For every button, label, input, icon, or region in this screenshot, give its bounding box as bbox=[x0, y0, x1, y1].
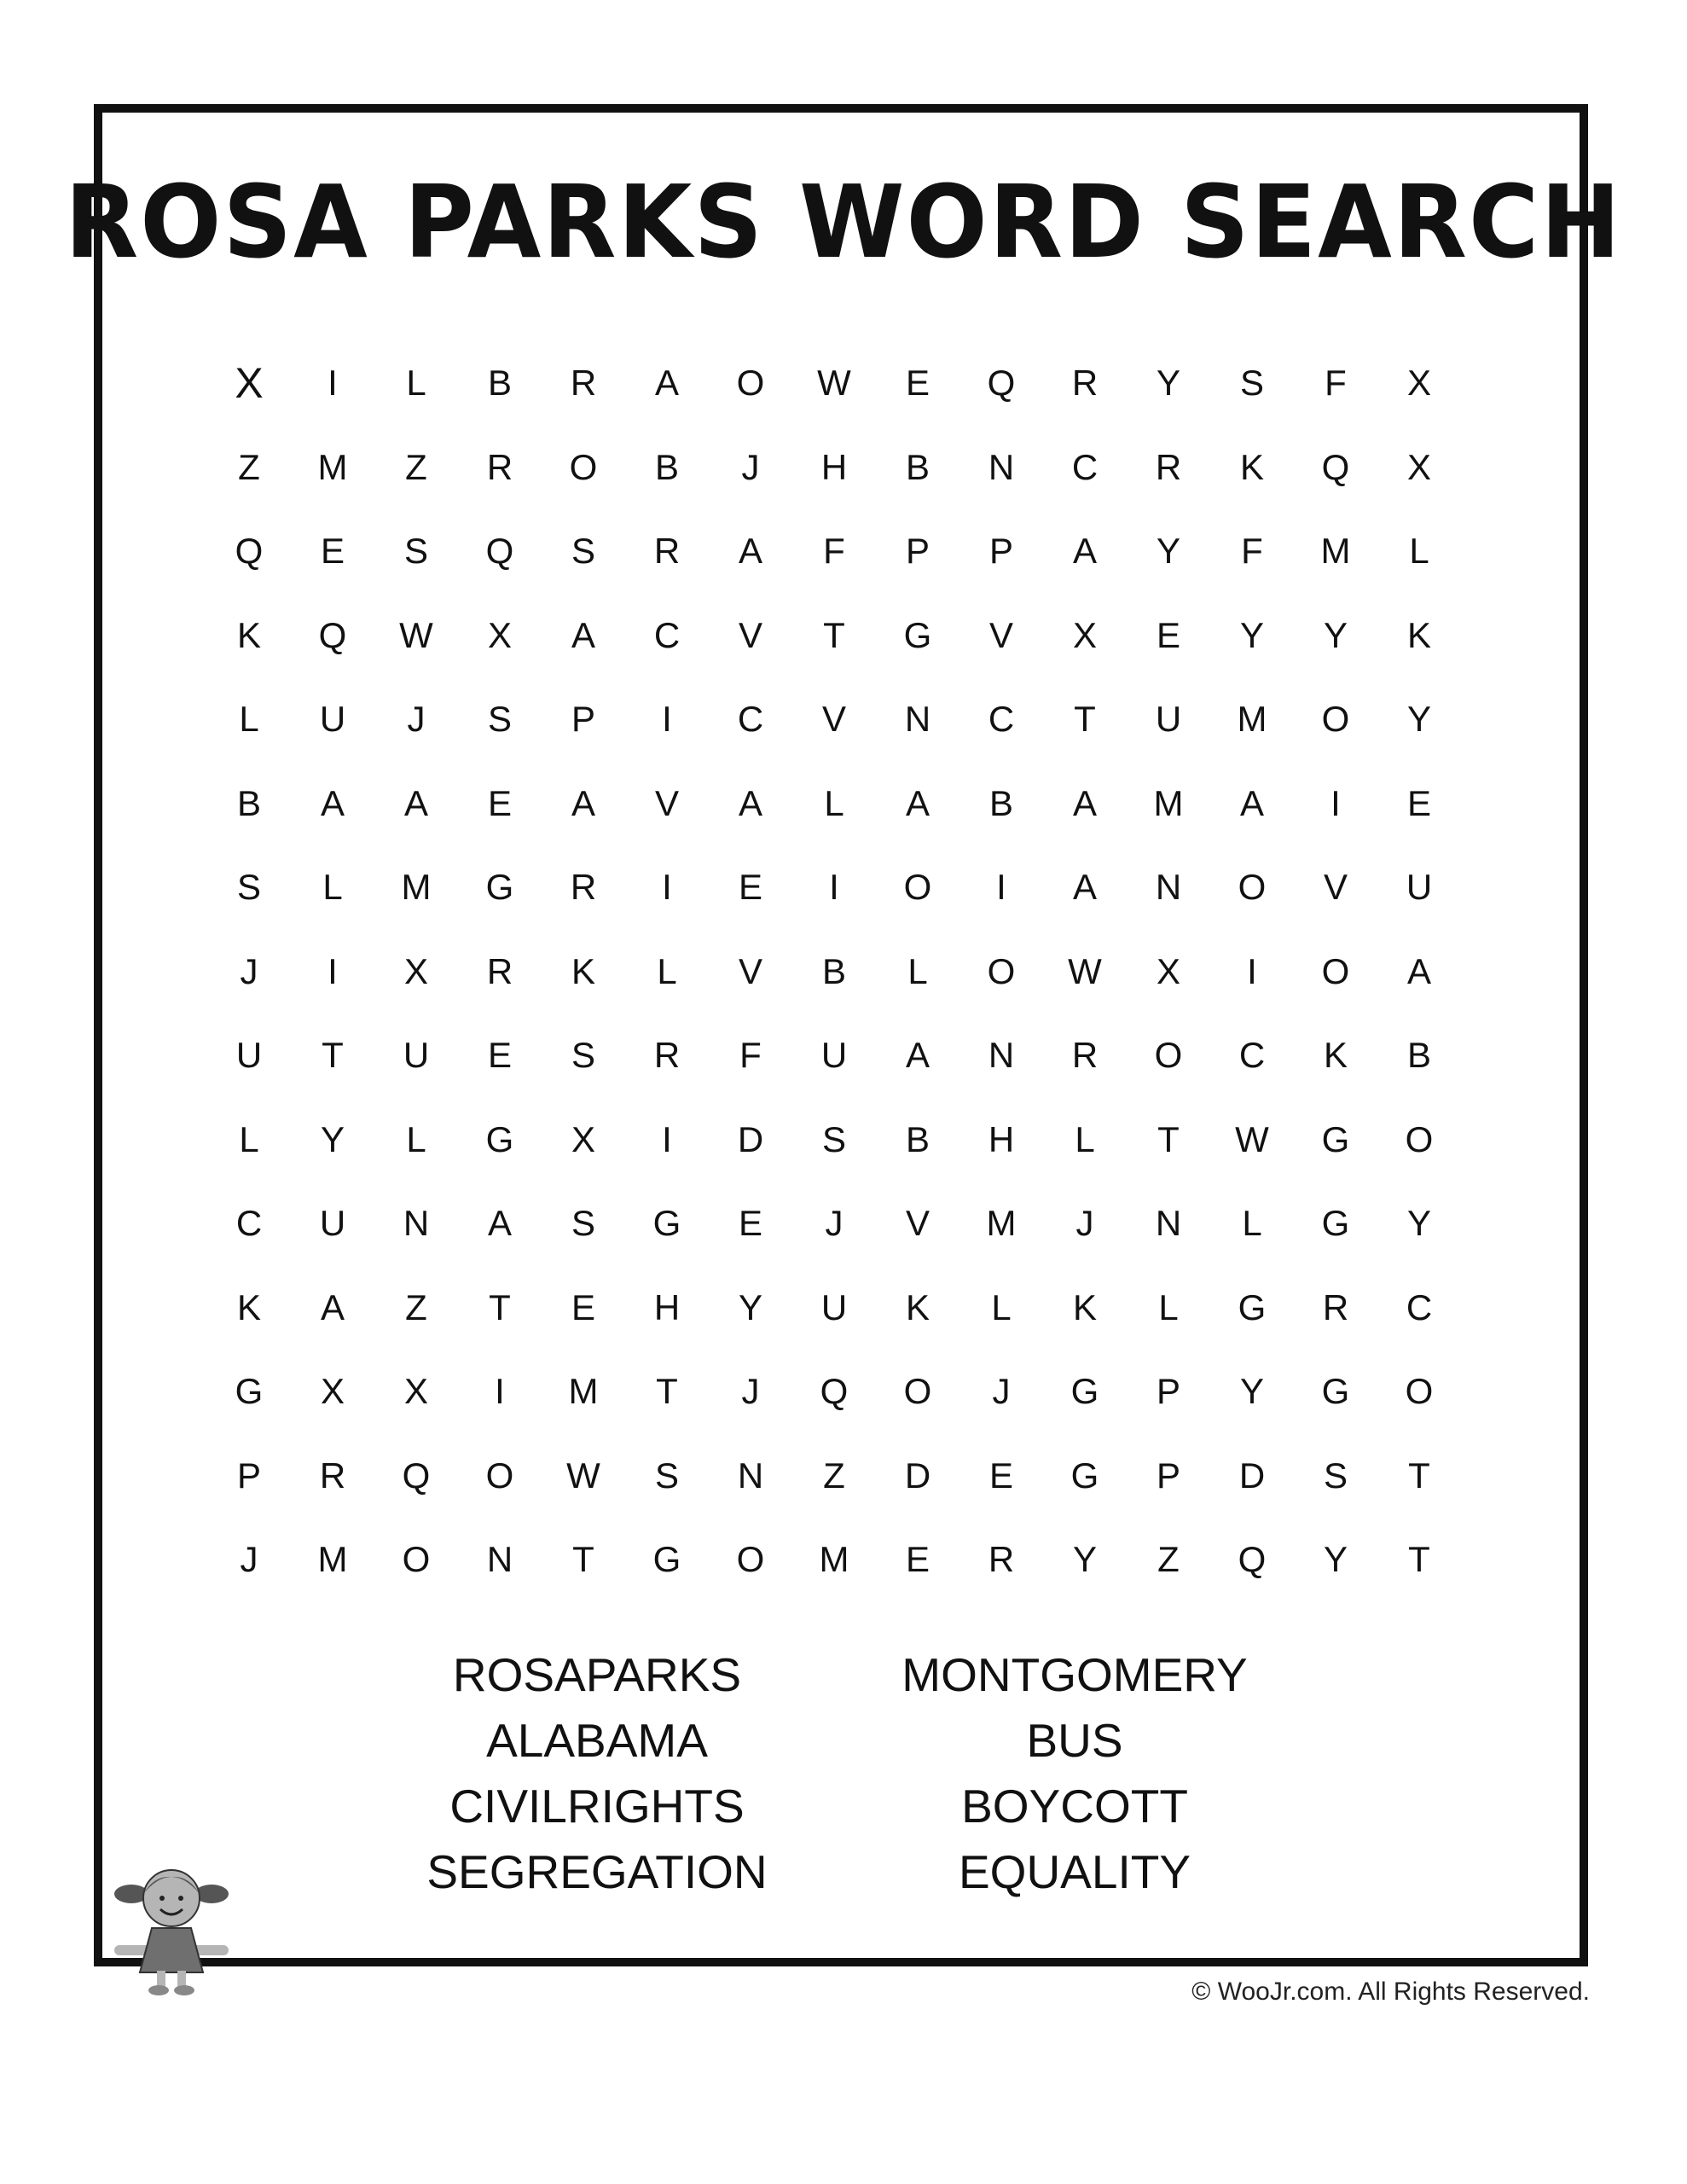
grid-letter: R bbox=[653, 531, 681, 572]
grid-letter: C bbox=[1238, 1035, 1266, 1076]
grid-letter: W bbox=[817, 363, 851, 404]
grid-letter: S bbox=[571, 1203, 595, 1244]
grid-letter: V bbox=[738, 950, 762, 991]
grid-letter: B bbox=[988, 782, 1013, 823]
grid-letter: O bbox=[1321, 699, 1350, 740]
grid-letter: Q bbox=[987, 363, 1016, 404]
grid-letter: S bbox=[1239, 363, 1264, 404]
grid-letter: M bbox=[986, 1203, 1017, 1244]
grid-letter: U bbox=[820, 1035, 848, 1076]
grid-letter: Q bbox=[318, 614, 347, 655]
grid-letter: E bbox=[571, 1287, 595, 1327]
grid-letter: L bbox=[322, 867, 343, 908]
grid-letter: Y bbox=[320, 1118, 345, 1159]
word-list-left-column bbox=[384, 1642, 810, 1905]
grid-letter: Z bbox=[1157, 1539, 1180, 1580]
grid-letter: S bbox=[1323, 1455, 1348, 1496]
grid-letter: A bbox=[1072, 782, 1097, 823]
grid-letter: F bbox=[1325, 363, 1347, 404]
grid-letter: Y bbox=[738, 1287, 762, 1327]
grid-letter: O bbox=[1405, 1371, 1434, 1412]
grid-letter: Q bbox=[485, 531, 514, 572]
grid-letter: G bbox=[1070, 1455, 1099, 1496]
grid-letter: A bbox=[571, 782, 595, 823]
grid-letter: I bbox=[829, 867, 839, 908]
grid-letter: O bbox=[987, 950, 1016, 991]
grid-letter: U bbox=[235, 1035, 263, 1076]
grid-letter: G bbox=[1321, 1371, 1350, 1412]
grid-letter: T bbox=[1074, 699, 1096, 740]
grid-letter: O bbox=[569, 446, 598, 487]
grid-letter: R bbox=[570, 867, 597, 908]
grid-letter: A bbox=[1072, 531, 1097, 572]
grid-letter: I bbox=[996, 867, 1006, 908]
grid-letter: U bbox=[1406, 867, 1433, 908]
grid-letter: Y bbox=[1239, 614, 1264, 655]
grid-letter: F bbox=[1241, 531, 1263, 572]
grid-letter: O bbox=[736, 1539, 765, 1580]
grid-letter: C bbox=[653, 614, 681, 655]
grid-letter: L bbox=[239, 699, 259, 740]
grid-letter: J bbox=[1075, 1203, 1094, 1244]
grid-letter: K bbox=[1072, 1287, 1097, 1327]
grid-letter: C bbox=[235, 1203, 263, 1244]
grid-letter: E bbox=[905, 1539, 930, 1580]
grid-letter: T bbox=[572, 1539, 594, 1580]
grid-letter: M bbox=[819, 1539, 849, 1580]
grid-letter: Y bbox=[1156, 531, 1180, 572]
grid-letter: U bbox=[319, 1203, 346, 1244]
grid-letter: S bbox=[487, 699, 512, 740]
grid-letter: C bbox=[988, 699, 1015, 740]
grid-letter: I bbox=[328, 950, 338, 991]
grid-letter: X bbox=[320, 1371, 345, 1412]
grid-letter: E bbox=[988, 1455, 1013, 1496]
grid-letter: B bbox=[905, 446, 930, 487]
grid-letter: X bbox=[235, 359, 264, 408]
grid-letter: K bbox=[905, 1287, 930, 1327]
grid-letter: G bbox=[1321, 1118, 1350, 1159]
grid-letter: A bbox=[738, 531, 762, 572]
grid-letter: Q bbox=[1238, 1539, 1267, 1580]
grid-letter: E bbox=[738, 867, 762, 908]
grid-letter: Y bbox=[1072, 1539, 1097, 1580]
grid-letter: R bbox=[1322, 1287, 1349, 1327]
grid-letter: E bbox=[738, 1203, 762, 1244]
grid-letter: P bbox=[1156, 1371, 1180, 1412]
word-list bbox=[0, 1642, 1687, 1915]
grid-letter: Y bbox=[1406, 1203, 1431, 1244]
grid-letter: B bbox=[654, 446, 679, 487]
grid-letter: N bbox=[1155, 1203, 1182, 1244]
word-list-item: ALABAMA bbox=[486, 1714, 708, 1767]
grid-letter: U bbox=[1155, 699, 1182, 740]
grid-letter: Z bbox=[405, 446, 427, 487]
grid-letter: V bbox=[821, 699, 846, 740]
grid-letter: G bbox=[1070, 1371, 1099, 1412]
grid-letter: E bbox=[905, 363, 930, 404]
grid-letter: G bbox=[903, 614, 932, 655]
grid-letter: E bbox=[487, 782, 512, 823]
word-list-item: CIVILRIGHTS bbox=[449, 1780, 745, 1833]
grid-letter: B bbox=[1406, 1035, 1431, 1076]
grid-letter: O bbox=[1405, 1118, 1434, 1159]
grid-letter: A bbox=[1072, 867, 1097, 908]
grid-letter: T bbox=[1408, 1539, 1430, 1580]
word-list-item: BOYCOTT bbox=[961, 1780, 1188, 1833]
grid-letter: A bbox=[1406, 950, 1431, 991]
grid-letter: X bbox=[1072, 614, 1097, 655]
grid-letter: O bbox=[903, 867, 932, 908]
grid-letter: N bbox=[486, 1539, 513, 1580]
girl-mascot-icon bbox=[107, 1851, 235, 1996]
grid-letter: P bbox=[905, 531, 930, 572]
copyright-notice: © WooJr.com. All Rights Reserved. bbox=[1191, 1978, 1590, 2006]
grid-letter: O bbox=[736, 363, 765, 404]
grid-letter: T bbox=[656, 1371, 678, 1412]
grid-letter: E bbox=[1406, 782, 1431, 823]
grid-letter: N bbox=[403, 1203, 430, 1244]
grid-letter: V bbox=[738, 614, 762, 655]
grid-letter: A bbox=[320, 1287, 345, 1327]
grid-letter: R bbox=[1155, 446, 1182, 487]
grid-letter: A bbox=[1239, 782, 1264, 823]
grid-letter: X bbox=[487, 614, 512, 655]
grid-letter: P bbox=[571, 699, 595, 740]
grid-letter: F bbox=[823, 531, 845, 572]
grid-letter: H bbox=[653, 1287, 681, 1327]
word-list-item: ROSAPARKS bbox=[452, 1648, 742, 1701]
grid-letter: K bbox=[1323, 1035, 1348, 1076]
letter-grid bbox=[207, 341, 1461, 1602]
grid-letter: A bbox=[487, 1203, 512, 1244]
grid-letter: Y bbox=[1406, 699, 1431, 740]
grid-letter: S bbox=[821, 1118, 846, 1159]
grid-letter: O bbox=[1238, 867, 1267, 908]
grid-letter: J bbox=[407, 699, 426, 740]
grid-letter: S bbox=[403, 531, 428, 572]
grid-letter: L bbox=[239, 1118, 259, 1159]
grid-letter: N bbox=[988, 1035, 1015, 1076]
grid-letter: I bbox=[495, 1371, 505, 1412]
grid-letter: K bbox=[236, 614, 261, 655]
grid-letter: P bbox=[988, 531, 1013, 572]
grid-letter: S bbox=[236, 867, 261, 908]
grid-letter: A bbox=[905, 782, 930, 823]
grid-letter: Y bbox=[1323, 1539, 1348, 1580]
grid-letter: H bbox=[820, 446, 848, 487]
grid-letter: E bbox=[487, 1035, 512, 1076]
grid-letter: Z bbox=[238, 446, 260, 487]
grid-letter: V bbox=[1323, 867, 1348, 908]
grid-letter: B bbox=[487, 363, 512, 404]
grid-letter: U bbox=[403, 1035, 430, 1076]
grid-letter: R bbox=[653, 1035, 681, 1076]
grid-letter: I bbox=[662, 867, 672, 908]
grid-letter: G bbox=[652, 1539, 681, 1580]
grid-letter: P bbox=[236, 1455, 261, 1496]
grid-letter: C bbox=[1406, 1287, 1433, 1327]
grid-letter: R bbox=[319, 1455, 346, 1496]
grid-letter: J bbox=[825, 1203, 844, 1244]
grid-letter: E bbox=[320, 531, 345, 572]
grid-letter: Y bbox=[1239, 1371, 1264, 1412]
grid-letter: C bbox=[737, 699, 764, 740]
grid-letter: I bbox=[662, 1118, 672, 1159]
grid-letter: S bbox=[571, 1035, 595, 1076]
grid-letter: A bbox=[403, 782, 428, 823]
grid-letter: F bbox=[739, 1035, 762, 1076]
grid-letter: K bbox=[236, 1287, 261, 1327]
grid-letter: L bbox=[991, 1287, 1012, 1327]
grid-letter: U bbox=[319, 699, 346, 740]
grid-letter: M bbox=[1237, 699, 1267, 740]
grid-letter: Q bbox=[235, 531, 264, 572]
grid-letter: J bbox=[240, 950, 258, 991]
grid-letter: G bbox=[1238, 1287, 1267, 1327]
grid-letter: N bbox=[1155, 867, 1182, 908]
grid-letter: A bbox=[320, 782, 345, 823]
grid-letter: O bbox=[903, 1371, 932, 1412]
grid-letter: E bbox=[1156, 614, 1180, 655]
grid-letter: R bbox=[486, 950, 513, 991]
page-title: ROSA PARKS WORD SEARCH bbox=[65, 164, 1622, 282]
grid-letter: W bbox=[566, 1455, 600, 1496]
grid-letter: K bbox=[1239, 446, 1264, 487]
grid-letter: C bbox=[1071, 446, 1099, 487]
grid-letter: A bbox=[905, 1035, 930, 1076]
grid-letter: M bbox=[568, 1371, 599, 1412]
grid-letter: Q bbox=[402, 1455, 431, 1496]
grid-letter: I bbox=[1247, 950, 1257, 991]
word-list-item: EQUALITY bbox=[958, 1845, 1191, 1898]
grid-letter: M bbox=[401, 867, 432, 908]
grid-letter: P bbox=[1156, 1455, 1180, 1496]
grid-letter: S bbox=[654, 1455, 679, 1496]
grid-letter: R bbox=[1071, 1035, 1099, 1076]
word-list-item: BUS bbox=[1026, 1714, 1123, 1767]
grid-letter: X bbox=[403, 1371, 428, 1412]
grid-letter: J bbox=[992, 1371, 1011, 1412]
grid-letter: R bbox=[1071, 363, 1099, 404]
grid-letter: M bbox=[317, 1539, 348, 1580]
grid-letter: J bbox=[741, 446, 760, 487]
grid-letter: X bbox=[403, 950, 428, 991]
grid-letter: K bbox=[571, 950, 595, 991]
grid-letter: H bbox=[988, 1118, 1015, 1159]
grid-letter: L bbox=[406, 363, 426, 404]
grid-letter: D bbox=[904, 1455, 931, 1496]
grid-letter: Y bbox=[1323, 614, 1348, 655]
grid-letter: Q bbox=[820, 1371, 849, 1412]
grid-letter: O bbox=[1154, 1035, 1183, 1076]
grid-letter: A bbox=[571, 614, 595, 655]
grid-letter: M bbox=[1320, 531, 1351, 572]
grid-letter: U bbox=[820, 1287, 848, 1327]
grid-letter: R bbox=[988, 1539, 1015, 1580]
grid-letter: X bbox=[1156, 950, 1180, 991]
grid-letter: X bbox=[571, 1118, 595, 1159]
grid-letter: L bbox=[657, 950, 677, 991]
grid-letter: R bbox=[486, 446, 513, 487]
grid-letter: Z bbox=[405, 1287, 427, 1327]
word-list-item: MONTGOMERY bbox=[901, 1648, 1248, 1701]
grid-letter: G bbox=[485, 867, 514, 908]
grid-letter: T bbox=[489, 1287, 511, 1327]
grid-letter: I bbox=[328, 363, 338, 404]
grid-letter: V bbox=[988, 614, 1013, 655]
grid-letter: J bbox=[240, 1539, 258, 1580]
grid-letter: Y bbox=[1156, 363, 1180, 404]
grid-letter: M bbox=[317, 446, 348, 487]
grid-letter: B bbox=[821, 950, 846, 991]
grid-letter: D bbox=[1238, 1455, 1266, 1496]
grid-letter: X bbox=[1406, 363, 1431, 404]
grid-letter: L bbox=[824, 782, 844, 823]
grid-letter: N bbox=[737, 1455, 764, 1496]
grid-letter: V bbox=[905, 1203, 930, 1244]
grid-letter: Z bbox=[823, 1455, 845, 1496]
grid-letter: Q bbox=[1321, 446, 1350, 487]
grid-letter: B bbox=[905, 1118, 930, 1159]
grid-letter: N bbox=[904, 699, 931, 740]
grid-letter: V bbox=[654, 782, 679, 823]
grid-letter: T bbox=[823, 614, 845, 655]
grid-letter: D bbox=[737, 1118, 764, 1159]
grid-letter: J bbox=[741, 1371, 760, 1412]
grid-letter: G bbox=[485, 1118, 514, 1159]
word-list-right-column bbox=[861, 1642, 1288, 1905]
grid-letter: T bbox=[1157, 1118, 1180, 1159]
grid-letter: K bbox=[1406, 614, 1431, 655]
grid-letter: L bbox=[1075, 1118, 1095, 1159]
grid-letter: X bbox=[1406, 446, 1431, 487]
grid-letter: O bbox=[1321, 950, 1350, 991]
grid-letter: N bbox=[988, 446, 1015, 487]
grid-letter: S bbox=[571, 531, 595, 572]
grid-letter: L bbox=[1242, 1203, 1262, 1244]
grid-letter: R bbox=[570, 363, 597, 404]
grid-letter: L bbox=[406, 1118, 426, 1159]
word-list-item: SEGREGATION bbox=[426, 1845, 768, 1898]
grid-letter: I bbox=[662, 699, 672, 740]
grid-letter: T bbox=[322, 1035, 344, 1076]
grid-letter: G bbox=[652, 1203, 681, 1244]
grid-letter: L bbox=[1158, 1287, 1179, 1327]
grid-letter: W bbox=[1068, 950, 1102, 991]
grid-letter: I bbox=[1330, 782, 1341, 823]
grid-letter: A bbox=[654, 363, 679, 404]
grid-letter: A bbox=[738, 782, 762, 823]
grid-letter: W bbox=[399, 614, 433, 655]
grid-letter: G bbox=[1321, 1203, 1350, 1244]
grid-letter: W bbox=[1235, 1118, 1269, 1159]
grid-letter: G bbox=[235, 1371, 264, 1412]
grid-letter: B bbox=[236, 782, 261, 823]
grid-letter: L bbox=[907, 950, 928, 991]
grid-letter: T bbox=[1408, 1455, 1430, 1496]
grid-letter: O bbox=[485, 1455, 514, 1496]
grid-letter: M bbox=[1153, 782, 1184, 823]
grid-letter: L bbox=[1409, 531, 1429, 572]
grid-letter: O bbox=[402, 1539, 431, 1580]
